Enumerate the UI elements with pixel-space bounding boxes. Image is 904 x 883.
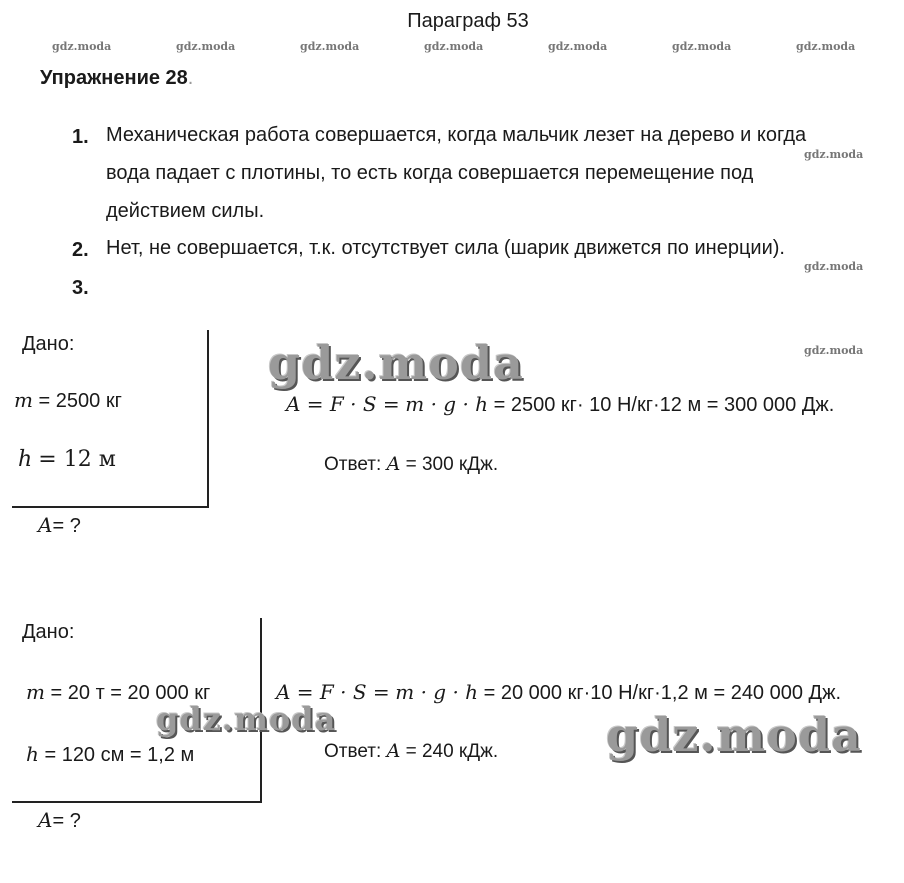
watermark: gdz.moda (176, 40, 236, 53)
watermark-large: gdz.moda (268, 336, 524, 390)
given-divider-horizontal (12, 506, 209, 508)
find-work: A= ? (38, 808, 81, 832)
watermark: gdz.moda (796, 40, 856, 53)
answer-1-text: Механическая работа совершается, когда мальчик лезет на дерево и когда вода падает с плотины, то есть когда совершается перемещение под действием силы. (106, 124, 807, 222)
given-mass: m = 20 т = 20 000 кг (26, 680, 211, 704)
formula-1: A = F · S = m · g · h = 2500 кг· 10 Н/кг·12 м = 300 000 Дж. (286, 392, 835, 416)
watermark-large: gdz.moda (156, 700, 337, 738)
find-work: A= ? (38, 513, 81, 537)
given-height: h = 120 см = 1,2 м (26, 742, 195, 766)
given-label: Дано: (22, 333, 75, 355)
watermark: gdz.moda (672, 40, 732, 53)
watermark: gdz.moda (424, 40, 484, 53)
given-label: Дано: (22, 621, 75, 643)
watermark: gdz.moda (548, 40, 608, 53)
watermark: gdz.moda (300, 40, 360, 53)
exercise-title: Упражнение 28. (40, 67, 194, 89)
watermark: gdz.moda (804, 148, 864, 161)
watermark: gdz.moda (52, 40, 112, 53)
given-mass: m = 2500 кг (14, 388, 122, 412)
paragraph-title: Параграф 53 (407, 10, 529, 32)
answer-1: Ответ: A = 300 кДж. (324, 453, 499, 475)
given-height: h = 12 м (18, 447, 116, 472)
list-number: 2. (72, 239, 89, 261)
given-divider-vertical (207, 330, 209, 507)
watermark-large: gdz.moda (606, 708, 862, 762)
given-divider-horizontal (12, 801, 262, 803)
watermark: gdz.moda (804, 260, 864, 273)
watermark: gdz.moda (804, 344, 864, 357)
list-number: 1. (72, 126, 89, 148)
answer-2: Ответ: A = 240 кДж. (324, 740, 499, 762)
list-number: 3. (72, 277, 89, 299)
formula-2: A = F · S = m · g · h = 20 000 кг·10 Н/кг·1,2 м = 240 000 Дж. (276, 680, 842, 704)
answer-2-text: Нет, не совершается, т.к. отсутствует сила (шарик движется по инерции). (106, 237, 785, 259)
